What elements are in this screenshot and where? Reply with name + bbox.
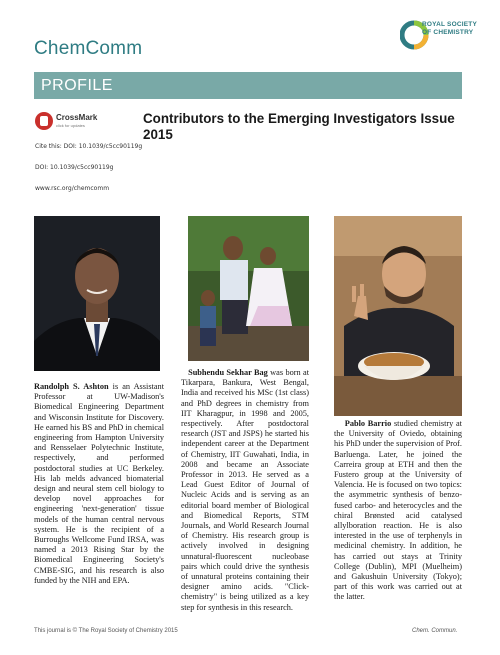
rsc-logo-text: ROYAL SOCIETY OF CHEMISTRY (422, 21, 477, 36)
bio-text: was born at Tikarpara, Bankura, West Bengal, India and received his MSc (1st class) and PhD degrees in chemistry from IIT Kharagpur, in 1998 and 2005, respectively. After postdoctoral research (JST and JSPS) he started his independent career at the Department of Chemistry, IIT Guwahati, India, in 2008 and became an Associate Professor in 2013. He served as a Lead Guest Editor of Journal of Nucleic Acids and is serving as an editorial board member of Biological and Biomedical Reports, STM Journals, and World Research Journal of Chemistry. His research group is actively involved in designing unnatural-fluorescent nucleobase pairs which could drive the synthesis of unnatural proteins containing their designer amino acids. "Click-chemistry" is being utilized as a key step for synthesis in this research. (181, 368, 309, 612)
bio-text: studied chemistry at the University of Oviedo, obtaining his PhD under the supervision of Prof. Barluenga. Later, he joined the Carreira group at ETH and then the Fustero group at the University of Valencia. He is focused on two topics: the asymmetric synthesis of benzo-fused carbo- and heterocycles and the chiral Brønsted acid catalysed allylboration reaction. He is also interested in the use of terphenyls in medicinal chemistry. In addition, he has carried out stays at Trinity College (Dublin), MPI (Muelheim) and Gakushuin University (Tokyo); part of this work was carried out at the latter. (334, 419, 462, 602)
crossmark-sub: click for updates (56, 123, 85, 128)
doi-line[interactable]: DOI: 10.1039/c5cc90119g (35, 164, 114, 171)
bio-name: Randolph S. Ashton (34, 382, 109, 391)
crossmark-badge[interactable] (35, 112, 98, 134)
footer-journal: Chem. Commun. (412, 628, 458, 634)
footer-copyright: This journal is © The Royal Society of Chemistry 2015 (34, 628, 178, 634)
photo-subhendu-bag (188, 216, 309, 361)
bio-pablo-barrio (334, 419, 462, 603)
crossmark-icon (35, 112, 53, 130)
section-banner (34, 72, 462, 99)
section-label: PROFILE (41, 77, 113, 94)
photo-pablo-barrio (334, 216, 462, 416)
bio-name: Pablo Barrio (344, 419, 392, 428)
journal-url[interactable]: www.rsc.org/chemcomm (35, 185, 110, 192)
crossmark-label: CrossMark (56, 113, 98, 122)
journal-title: ChemComm (34, 38, 143, 59)
photo-randolph-ashton (34, 216, 160, 371)
bio-text: is an Assistant Professor at UW-Madison's Biomedical Engineering Department and Wisconsin Institute for Discovery. He earned his BS and PhD in chemical engineering from Hampton University and Rensselaer Polytechnic Institute, respectively, and performed postdoctoral studies at UC Berkeley. His lab melds advanced biomaterial design and neural stem cell biology to develop novel approaches for engineering 'next-generation' tissue models of the human central nervous system. He is the recipient of a Burroughs Wellcome Fund IRSA, was named a 2013 Rising Star by the Biomedical Engineering Society's CMBE-SIG, and his research is also funded by the NIH and EPA. (34, 382, 164, 585)
cite-line: Cite this: DOI: 10.1039/c5cc90119g (35, 143, 143, 150)
bio-subhendu-bag (181, 368, 309, 613)
bio-randolph-ashton (34, 382, 164, 586)
bio-name: Subhendu Sekhar Bag (188, 368, 268, 377)
article-title: Contributors to the Emerging Investigators Issue 2015 (143, 111, 455, 142)
